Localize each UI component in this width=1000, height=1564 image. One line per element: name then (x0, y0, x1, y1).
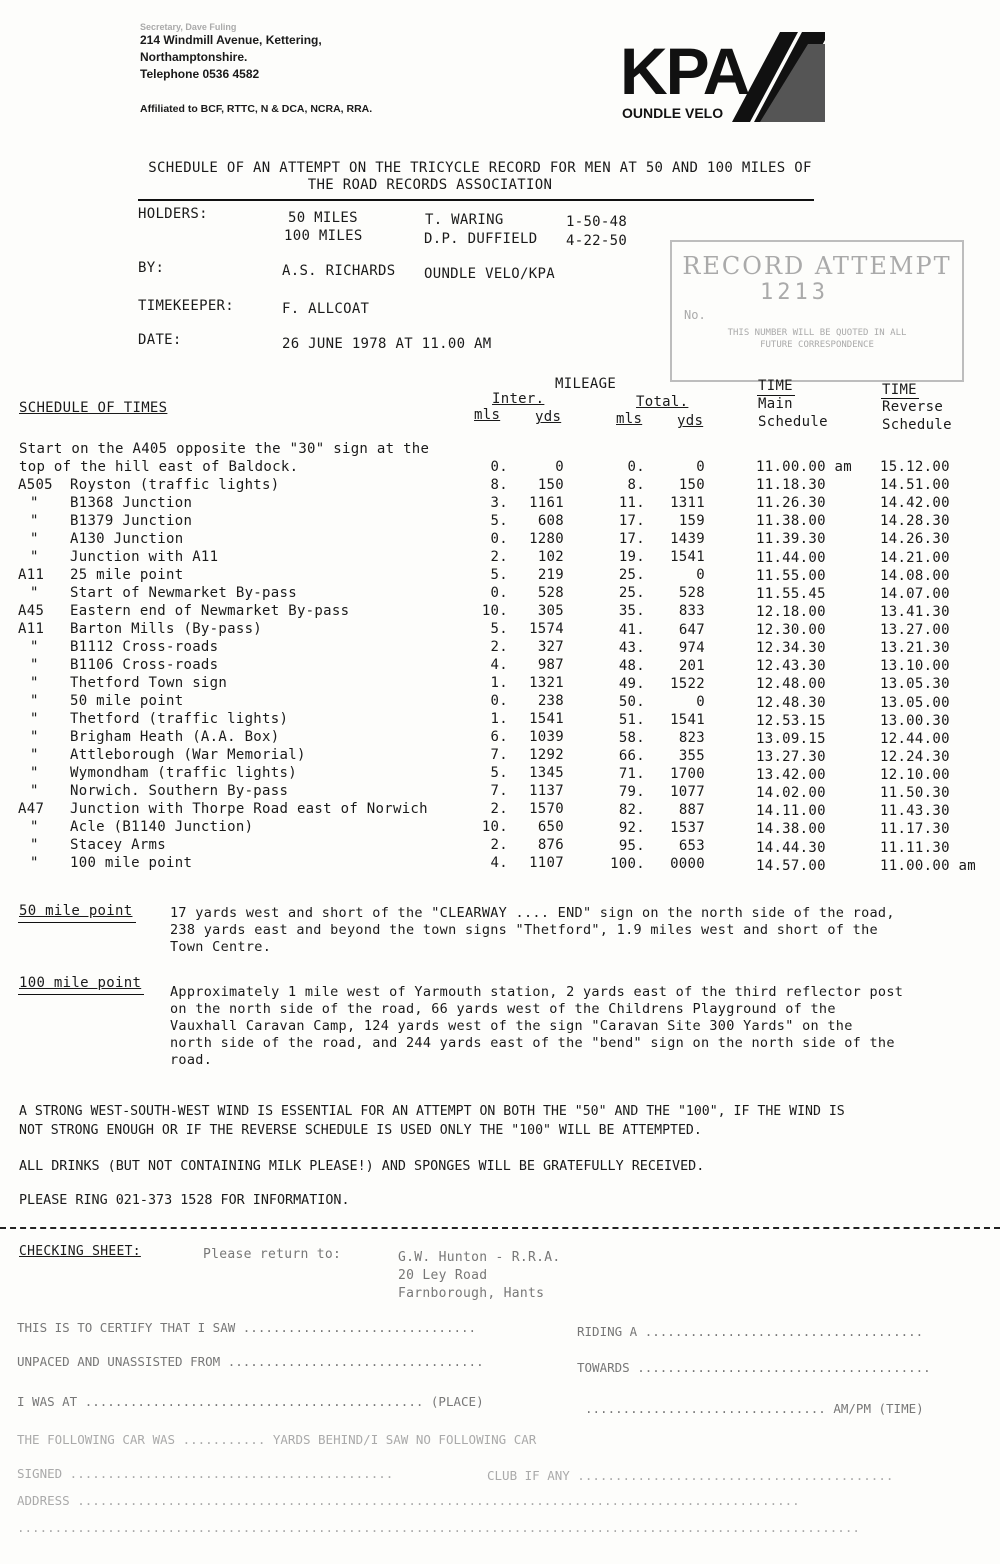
fifty-mile-point-text (170, 905, 895, 956)
row-location: Brigham Heath (A.A. Box) (70, 729, 280, 745)
row-total-miles: 17. (618, 531, 645, 547)
row-location: 25 mile point (70, 567, 184, 583)
fifty-text-line: Town Centre. (170, 939, 272, 955)
row-inter-miles: 0. (490, 459, 508, 475)
row-location: Norwich. Southern By-pass (70, 783, 289, 799)
table-row (0, 783, 1000, 801)
row-total-miles: 66. (618, 748, 645, 764)
row-reverse-time: 14.26.30 (880, 531, 950, 547)
row-total-yards: 528 (678, 585, 705, 601)
table-row (0, 693, 1000, 711)
row-reverse-time: 14.21.00 (880, 550, 950, 566)
row-code: " (30, 549, 39, 565)
row-total-miles: 25. (618, 567, 645, 583)
row-inter-yards: 150 (537, 477, 564, 493)
row-inter-yards: 1570 (529, 801, 564, 817)
mileage-header: MILEAGE (555, 376, 617, 392)
row-inter-yards: 1107 (529, 855, 564, 871)
row-total-yards: 159 (678, 513, 705, 529)
row-code: " (30, 639, 39, 655)
letterhead-affiliation: Affiliated to BCF, RTTC, N & DCA, NCRA, RRA. (140, 103, 373, 115)
row-total-miles: 49. (618, 676, 645, 692)
row-total-miles: 48. (618, 658, 645, 674)
table-row (0, 567, 1000, 585)
row-reverse-time: 11.00.00 am (880, 858, 977, 874)
attempt-date: 26 JUNE 1978 AT 11.00 AM (282, 336, 492, 352)
hundred-mile-point-label: 100 mile point (19, 975, 142, 991)
row-total-yards: 150 (678, 477, 705, 493)
wind-note-line2: NOT STRONG ENOUGH OR IF THE REVERSE SCHEDULE IS USED ONLY THE "100" WILL BE ATTEMPTED. (19, 1123, 702, 1138)
row-location: Start of Newmarket By-pass (70, 585, 297, 601)
row-reverse-time: 14.42.00 (880, 495, 950, 511)
row-code: A505 (18, 477, 53, 493)
row-location: B1379 Junction (70, 513, 193, 529)
row-inter-yards: 1541 (529, 711, 564, 727)
row-total-yards: 887 (678, 802, 705, 818)
time-line: ................................ AM/PM (TIME) (585, 1401, 924, 1416)
row-location: Royston (traffic lights) (70, 477, 280, 493)
row-reverse-time: 13.27.00 (880, 622, 950, 638)
row-inter-yards: 608 (537, 513, 564, 529)
phone-note: PLEASE RING 021-373 1528 FOR INFORMATION. (19, 1193, 350, 1208)
table-row (0, 675, 1000, 693)
row-total-miles: 58. (618, 730, 645, 746)
row-location: Barton Mills (By-pass) (70, 621, 263, 637)
record-attempt-stamp (670, 240, 964, 382)
row-inter-yards: 219 (537, 567, 564, 583)
row-total-yards: 0 (696, 567, 705, 583)
row-code: " (30, 693, 39, 709)
row-inter-yards: 650 (537, 819, 564, 835)
towards-line: TOWARDS ....................................... (577, 1360, 931, 1375)
row-reverse-time: 12.44.00 (880, 731, 950, 747)
row-reverse-time: 13.00.30 (880, 713, 950, 729)
row-inter-yards: 1137 (529, 783, 564, 799)
row-total-yards: 1541 (670, 549, 705, 565)
table-row (0, 603, 1000, 621)
row-total-miles: 25. (618, 585, 645, 601)
row-inter-yards: 327 (537, 639, 564, 655)
row-total-yards: 833 (678, 603, 705, 619)
row-inter-miles: 5. (490, 513, 508, 529)
row-code: A45 (18, 603, 45, 619)
fifty-mile-point-label: 50 mile point (19, 903, 133, 919)
row-code: " (30, 729, 39, 745)
row-location: Eastern end of Newmarket By-pass (70, 603, 350, 619)
row-inter-miles: 0. (490, 531, 508, 547)
row-total-miles: 17. (618, 513, 645, 529)
row-main-time: 14.44.30 (756, 840, 826, 856)
row-location: Junction with Thorpe Road east of Norwich (70, 801, 428, 817)
following-car-line: THE FOLLOWING CAR WAS ........... YARDS BEHIND/I SAW NO FOLLOWING CAR (17, 1432, 537, 1447)
row-main-time: 14.38.00 (756, 821, 826, 837)
row-main-time: 14.57.00 (756, 858, 826, 874)
stamp-number: 1213 (760, 280, 829, 305)
row-main-time: 11.00.00 am (756, 459, 853, 475)
row-reverse-time: 11.50.30 (880, 785, 950, 801)
row-inter-yards: 238 (537, 693, 564, 709)
row-code: " (30, 531, 39, 547)
timekeeper-label: TIMEKEEPER: (138, 298, 235, 314)
row-inter-miles: 2. (490, 837, 508, 853)
row-location: Stacey Arms (70, 837, 167, 853)
drinks-note: ALL DRINKS (BUT NOT CONTAINING MILK PLEASE!) AND SPONGES WILL BE GRATEFULLY RECEIVED. (19, 1159, 705, 1174)
return-address-1: G.W. Hunton - R.R.A. (398, 1250, 561, 1265)
table-row (0, 531, 1000, 549)
total-yds-header: yds (677, 413, 704, 429)
fifty-text-line: 238 yards east and beyond the town signs "Thetford", 1.9 miles west and short of the (170, 922, 878, 938)
schedule-of-times-label: SCHEDULE OF TIMES (19, 400, 168, 416)
table-row (0, 585, 1000, 603)
signed-line: SIGNED ........................................... (17, 1466, 394, 1481)
reverse-schedule-header: Schedule (882, 417, 952, 433)
row-inter-miles: 5. (490, 621, 508, 637)
row-inter-yards: 305 (537, 603, 564, 619)
table-row (0, 639, 1000, 657)
row-total-yards: 201 (678, 658, 705, 674)
row-total-yards: 1541 (670, 712, 705, 728)
fifty-text-line: 17 yards west and short of the "CLEARWAY .... END" sign on the north side of the road, (170, 905, 895, 921)
row-inter-yards: 1574 (529, 621, 564, 637)
row-total-yards: 653 (678, 838, 705, 854)
row-main-time: 12.30.00 (756, 622, 826, 638)
stamp-title: RECORD ATTEMPT (682, 252, 952, 280)
row-total-miles: 82. (618, 802, 645, 818)
table-row (0, 621, 1000, 639)
stamp-note-2: FUTURE CORRESPONDENCE (760, 340, 874, 350)
rider-club: OUNDLE VELO/KPA (424, 266, 555, 282)
row-reverse-time: 14.28.30 (880, 513, 950, 529)
row-inter-yards: 1345 (529, 765, 564, 781)
row-main-time: 13.09.15 (756, 731, 826, 747)
row-inter-yards: 1292 (529, 747, 564, 763)
hundred-label-rule (18, 994, 144, 995)
row-main-time: 13.27.30 (756, 749, 826, 765)
row-location: Acle (B1140 Junction) (70, 819, 254, 835)
row-inter-miles: 1. (490, 675, 508, 691)
row-location: 100 mile point (70, 855, 193, 871)
row-total-miles: 100. (610, 856, 645, 872)
stamp-no-label: No. (684, 308, 706, 322)
hundred-text-line: north side of the road, and 244 yards east of the "bend" sign on the north side of the (170, 1035, 895, 1051)
row-inter-miles: 2. (490, 549, 508, 565)
holder-50-time: 1-50-48 (566, 214, 628, 230)
wind-note-line1: A STRONG WEST-SOUTH-WEST WIND IS ESSENTIAL FOR AN ATTEMPT ON BOTH THE "50" AND THE "100", IF THE WIND IS (19, 1104, 845, 1119)
row-reverse-time: 13.05.00 (880, 695, 950, 711)
club-line: CLUB IF ANY .......................................... (487, 1468, 894, 1483)
stamp-note-1: THIS NUMBER WILL BE QUOTED IN ALL (727, 328, 907, 338)
row-main-time: 12.53.15 (756, 713, 826, 729)
logo-text: KPA (620, 34, 749, 108)
kpa-logo-graphic (620, 30, 825, 122)
row-total-miles: 51. (618, 712, 645, 728)
timekeeper-name: F. ALLCOAT (282, 301, 370, 317)
row-location: A130 Junction (70, 531, 184, 547)
holder-50-distance: 50 MILES (288, 210, 358, 226)
row-code: " (30, 585, 39, 601)
row-code: " (30, 855, 39, 871)
row-code: A11 (18, 621, 45, 637)
row-main-time: 12.48.30 (756, 695, 826, 711)
row-code: " (30, 783, 39, 799)
row-total-miles: 41. (618, 622, 645, 638)
place-line: I WAS AT ............................................. (PLACE) (17, 1394, 484, 1409)
row-location: B1106 Cross-roads (70, 657, 219, 673)
row-main-time: 11.55.00 (756, 568, 826, 584)
row-inter-miles: 7. (490, 783, 508, 799)
row-reverse-time: 13.41.30 (880, 604, 950, 620)
letterhead-secretary: Secretary, Dave Fuling (140, 22, 237, 32)
row-total-yards: 0000 (670, 856, 705, 872)
table-row (0, 495, 1000, 513)
row-total-miles: 95. (618, 838, 645, 854)
row-reverse-time: 11.11.30 (880, 840, 950, 856)
row-reverse-time: 14.51.00 (880, 477, 950, 493)
hundred-text-line: road. (170, 1052, 213, 1068)
row-total-miles: 79. (618, 784, 645, 800)
holder-100-name: D.P. DUFFIELD (424, 231, 538, 247)
table-row (0, 837, 1000, 855)
row-reverse-time: 13.05.30 (880, 676, 950, 692)
row-code: A47 (18, 801, 45, 817)
date-label: DATE: (138, 332, 182, 348)
row-reverse-time: 12.24.30 (880, 749, 950, 765)
table-row (0, 801, 1000, 819)
return-address-2: 20 Ley Road (398, 1268, 488, 1283)
row-reverse-time: 14.08.00 (880, 568, 950, 584)
row-inter-yards: 1280 (529, 531, 564, 547)
row-inter-miles: 8. (490, 477, 508, 493)
row-main-time: 11.18.30 (756, 477, 826, 493)
table-row (0, 747, 1000, 765)
rider-name: A.S. RICHARDS (282, 263, 396, 279)
hundred-text-line: on the north side of the road, 66 yards west of the Childrens Playground of the (170, 1001, 836, 1017)
row-total-miles: 35. (618, 603, 645, 619)
row-inter-miles: 4. (490, 657, 508, 673)
row-main-time: 11.55.45 (756, 586, 826, 602)
row-reverse-time: 13.21.30 (880, 640, 950, 656)
row-location: B1368 Junction (70, 495, 193, 511)
kpa-logo (620, 30, 825, 122)
hundred-text-line: Vauxhall Caravan Camp, 124 yards west of the sign "Caravan Site 300 Yards" on the (170, 1018, 853, 1034)
certify-line: THIS IS TO CERTIFY THAT I SAW ............................... (17, 1320, 477, 1335)
row-code: " (30, 747, 39, 763)
by-label: BY: (138, 260, 165, 276)
row-main-time: 13.42.00 (756, 767, 826, 783)
main-header: Main (758, 396, 793, 412)
row-code: " (30, 711, 39, 727)
row-total-yards: 0 (696, 459, 705, 475)
letterhead-address-2: Northamptonshire. (140, 50, 248, 64)
table-row (0, 657, 1000, 675)
row-inter-miles: 0. (490, 693, 508, 709)
row-code: " (30, 819, 39, 835)
row-inter-miles: 2. (490, 639, 508, 655)
main-schedule-header: Schedule (758, 414, 828, 430)
row-location: Attleborough (War Memorial) (70, 747, 306, 763)
total-mls-header: mls (616, 411, 643, 427)
table-row (0, 819, 1000, 837)
holders-label: HOLDERS: (138, 206, 208, 222)
inter-yds-header: yds (535, 409, 562, 425)
row-inter-miles: 6. (490, 729, 508, 745)
table-row (0, 459, 1000, 477)
riding-line: RIDING A ..................................... (577, 1324, 924, 1339)
row-code: " (30, 495, 39, 511)
logo-subtitle: OUNDLE VELO (622, 105, 724, 121)
row-total-yards: 823 (678, 730, 705, 746)
row-inter-yards: 102 (537, 549, 564, 565)
table-row (0, 765, 1000, 783)
row-reverse-time: 14.07.00 (880, 586, 950, 602)
row-inter-yards: 1161 (529, 495, 564, 511)
row-inter-yards: 1039 (529, 729, 564, 745)
row-inter-yards: 987 (537, 657, 564, 673)
title-underline (138, 199, 814, 201)
row-main-time: 11.39.30 (756, 531, 826, 547)
letterhead (140, 22, 322, 83)
row-main-time: 11.26.30 (756, 495, 826, 511)
row-total-miles: 71. (618, 766, 645, 782)
table-row (0, 711, 1000, 729)
holder-100-distance: 100 MILES (284, 228, 363, 244)
row-reverse-time: 11.17.30 (880, 821, 950, 837)
row-location: Thetford (traffic lights) (70, 711, 289, 727)
row-total-yards: 0 (696, 694, 705, 710)
row-inter-yards: 876 (537, 837, 564, 853)
total-header: Total. (636, 394, 689, 410)
table-row (0, 729, 1000, 747)
row-main-time: 12.34.30 (756, 640, 826, 656)
reverse-header: Reverse (882, 399, 944, 415)
fifty-label-rule (18, 922, 136, 923)
row-reverse-time: 11.43.30 (880, 803, 950, 819)
row-main-time: 11.44.00 (756, 550, 826, 566)
row-code: " (30, 657, 39, 673)
row-total-yards: 1522 (670, 676, 705, 692)
row-inter-miles: 5. (490, 765, 508, 781)
row-main-time: 11.38.00 (756, 513, 826, 529)
row-location: top of the hill east of Baldock. (19, 459, 299, 475)
row-total-yards: 974 (678, 640, 705, 656)
letterhead-phone: Telephone 0536 4582 (140, 67, 260, 81)
table-row (0, 513, 1000, 531)
letterhead-address-1: 214 Windmill Avenue, Kettering, (140, 33, 322, 47)
row-location: 50 mile point (70, 693, 184, 709)
address-line: ADDRESS ................................................................................................ (17, 1493, 800, 1508)
row-inter-miles: 5. (490, 567, 508, 583)
row-total-yards: 355 (678, 748, 705, 764)
row-main-time: 14.11.00 (756, 803, 826, 819)
checking-sheet-label: CHECKING SHEET: (19, 1244, 141, 1259)
return-address-3: Farnborough, Hants (398, 1286, 545, 1301)
row-code: A11 (18, 567, 45, 583)
row-total-miles: 8. (627, 477, 645, 493)
document-title-line2: THE ROAD RECORDS ASSOCIATION (307, 177, 553, 193)
row-main-time: 12.18.00 (756, 604, 826, 620)
row-inter-miles: 10. (481, 603, 508, 619)
row-total-yards: 1311 (670, 495, 705, 511)
row-inter-miles: 3. (490, 495, 508, 511)
row-location: Wymondham (traffic lights) (70, 765, 297, 781)
hundred-text-line: Approximately 1 mile west of Yarmouth station, 2 yards east of the third reflector post (170, 984, 904, 1000)
row-inter-miles: 7. (490, 747, 508, 763)
tear-off-line (0, 1227, 1000, 1229)
row-inter-miles: 0. (490, 585, 508, 601)
row-total-yards: 1439 (670, 531, 705, 547)
row-total-miles: 19. (618, 549, 645, 565)
hundred-mile-point-text (170, 984, 903, 1069)
row-location: Junction with A11 (70, 549, 219, 565)
row-inter-yards: 0 (555, 459, 564, 475)
row-main-time: 12.43.30 (756, 658, 826, 674)
row-reverse-time: 12.10.00 (880, 767, 950, 783)
row-total-miles: 11. (618, 495, 645, 511)
row-total-miles: 50. (618, 694, 645, 710)
holder-100-time: 4-22-50 (566, 233, 628, 249)
time-main-header: TIME (758, 378, 793, 394)
row-inter-miles: 4. (490, 855, 508, 871)
row-inter-miles: 10. (481, 819, 508, 835)
row-total-yards: 1077 (670, 784, 705, 800)
row-main-time: 12.48.00 (756, 676, 826, 692)
start-description: Start on the A405 opposite the "30" sign at the (19, 441, 430, 457)
table-row (0, 477, 1000, 495)
row-total-miles: 92. (618, 820, 645, 836)
inter-header: Inter. (492, 391, 545, 407)
extra-line: ................................................................................................................ (17, 1520, 860, 1535)
document-title-line1: SCHEDULE OF AN ATTEMPT ON THE TRICYCLE RECORD FOR MEN AT 50 AND 100 MILES OF (148, 160, 812, 176)
table-row (0, 549, 1000, 567)
row-reverse-time: 13.10.00 (880, 658, 950, 674)
unpaced-line: UNPACED AND UNASSISTED FROM .................................. (17, 1354, 484, 1369)
row-location: B1112 Cross-roads (70, 639, 219, 655)
row-code: " (30, 513, 39, 529)
row-inter-yards: 1321 (529, 675, 564, 691)
row-code: " (30, 837, 39, 853)
row-total-yards: 647 (678, 622, 705, 638)
inter-mls-header: mls (474, 407, 501, 423)
time-reverse-header: TIME (882, 382, 917, 398)
row-total-yards: 1537 (670, 820, 705, 836)
row-total-miles: 43. (618, 640, 645, 656)
row-code: " (30, 765, 39, 781)
row-main-time: 14.02.00 (756, 785, 826, 801)
row-location: Thetford Town sign (70, 675, 228, 691)
row-code: " (30, 675, 39, 691)
row-inter-miles: 2. (490, 801, 508, 817)
row-total-yards: 1700 (670, 766, 705, 782)
holder-50-name: T. WARING (425, 212, 504, 228)
row-inter-miles: 1. (490, 711, 508, 727)
row-inter-yards: 528 (537, 585, 564, 601)
row-total-miles: 0. (627, 459, 645, 475)
row-reverse-time: 15.12.00 (880, 459, 950, 475)
table-row (0, 855, 1000, 873)
return-to-label: Please return to: (203, 1247, 342, 1262)
